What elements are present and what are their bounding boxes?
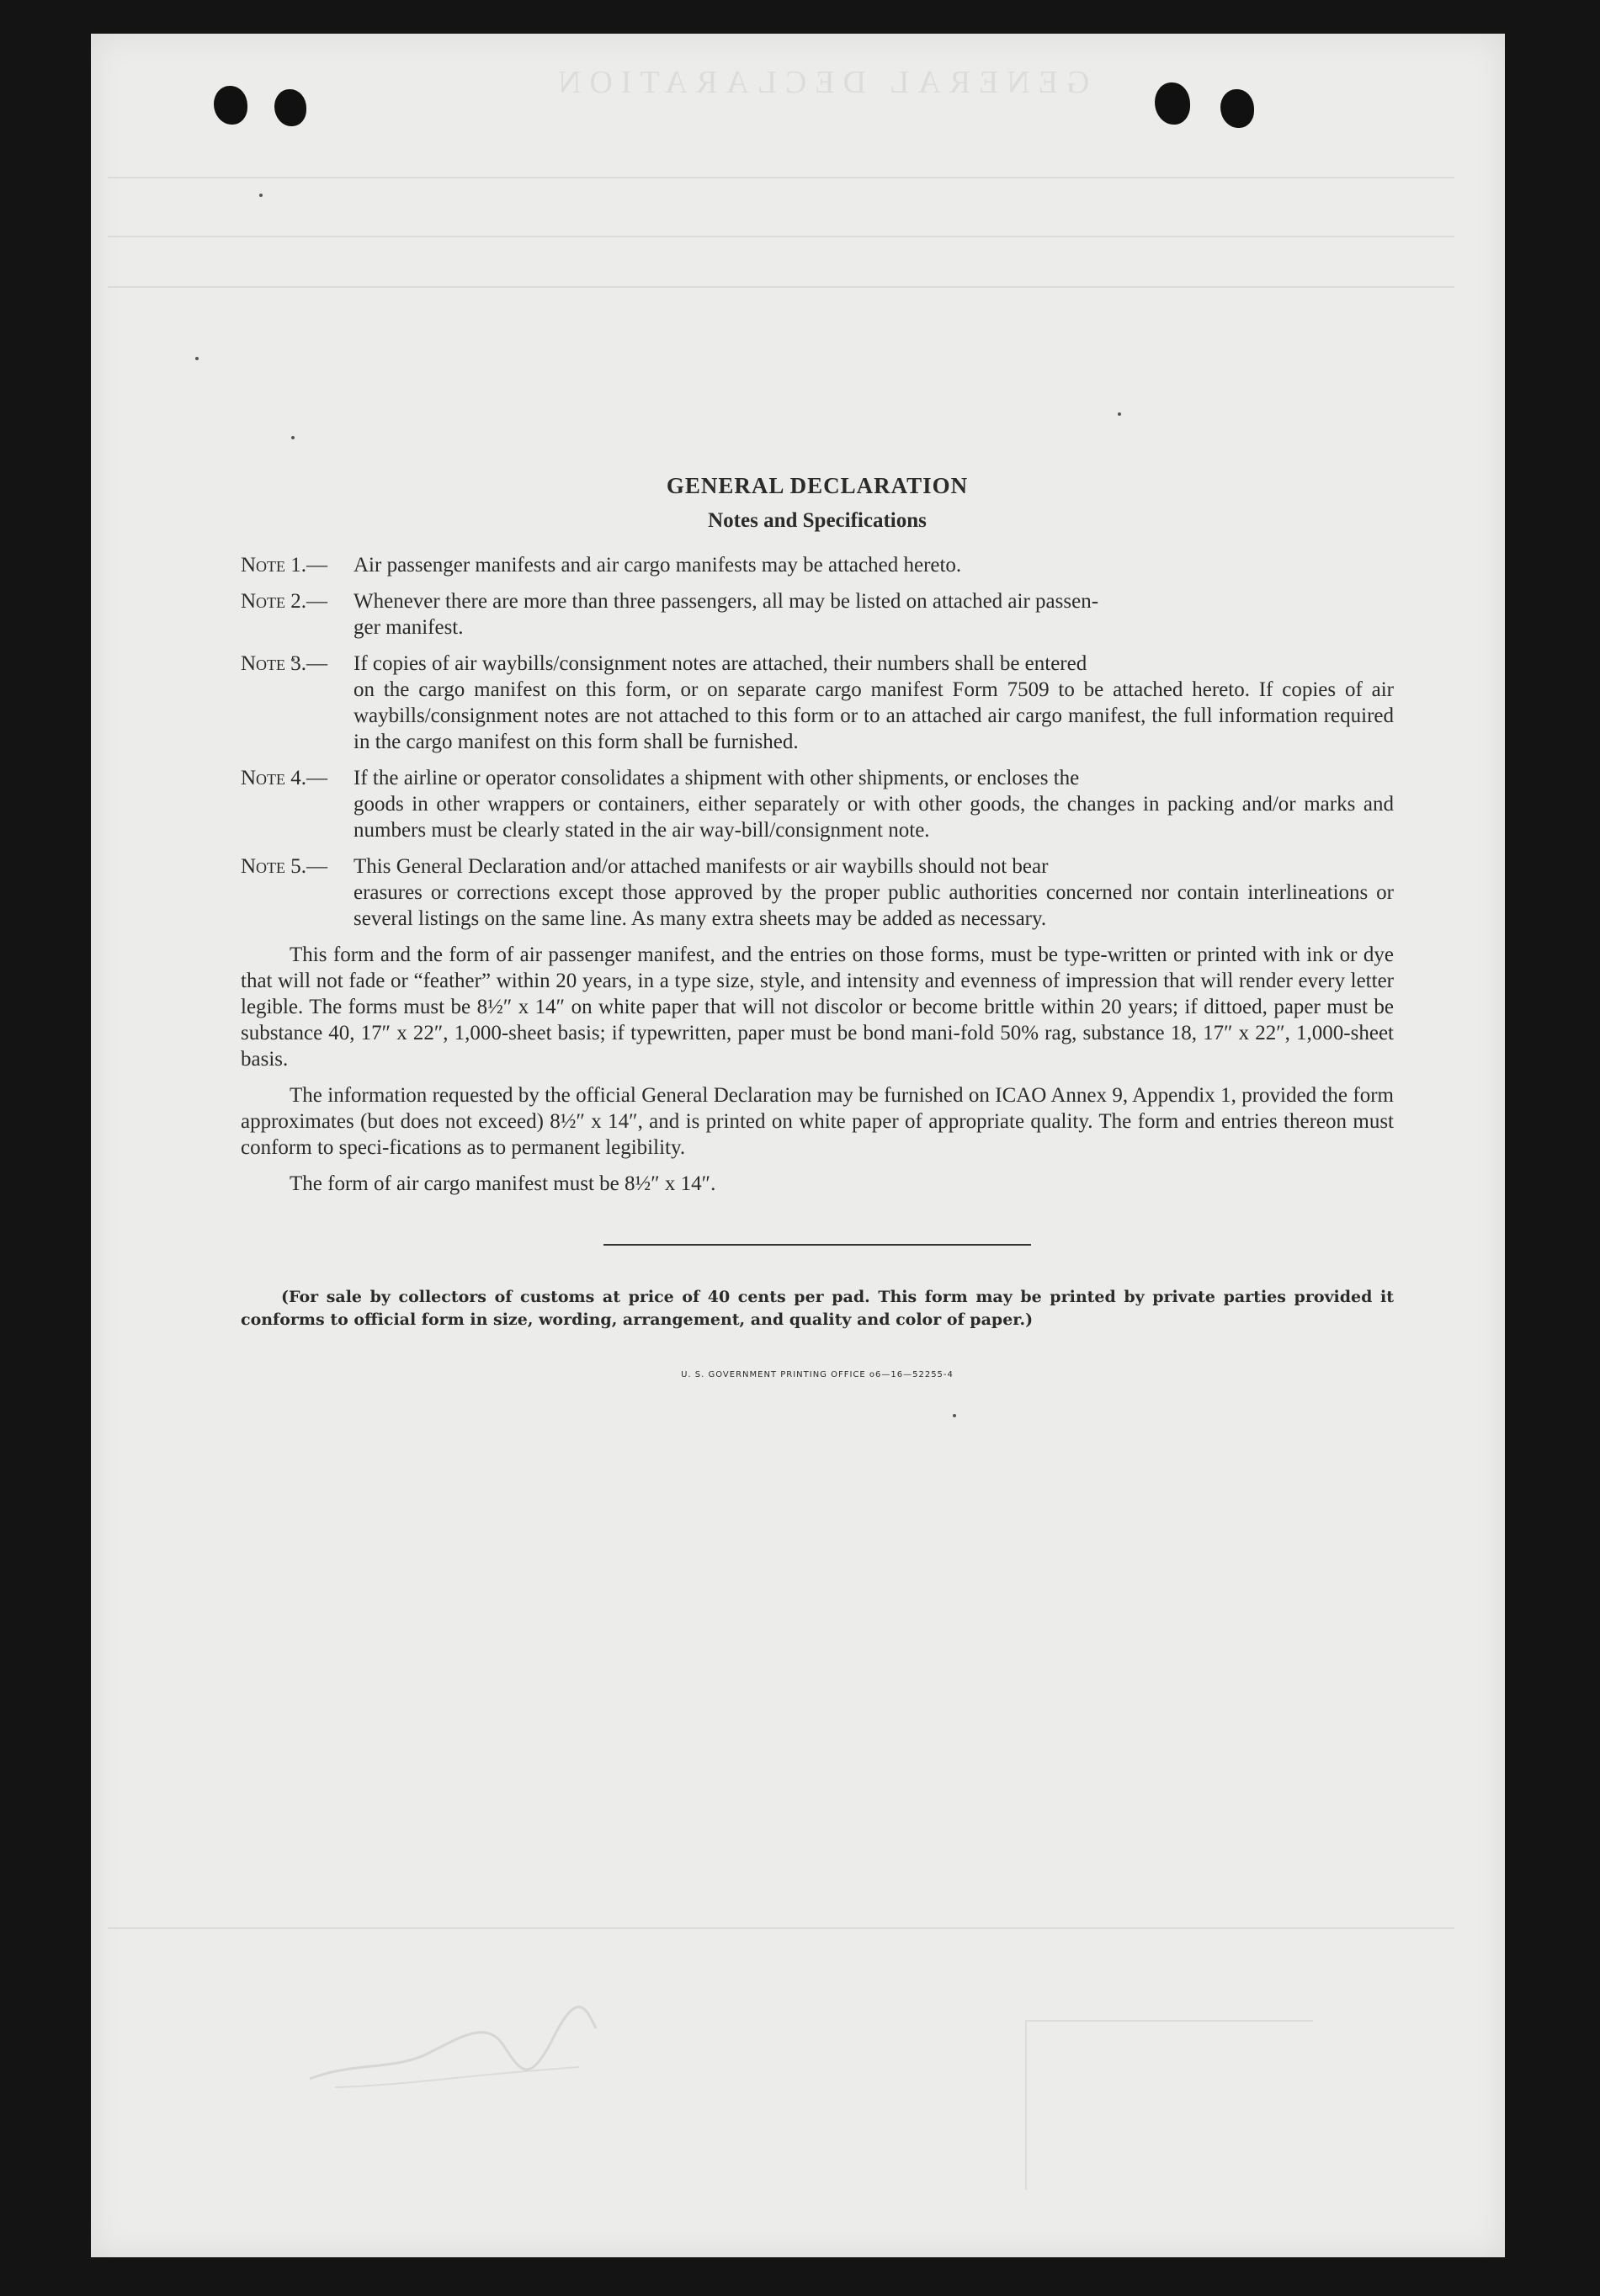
paper-speck xyxy=(1118,412,1121,416)
bleed-through-signature xyxy=(301,1986,604,2104)
paper-speck xyxy=(291,436,295,439)
paper-speck xyxy=(195,357,199,360)
divider-rule xyxy=(603,1244,1031,1246)
note-3 xyxy=(241,651,1394,755)
punch-hole xyxy=(1220,89,1254,128)
note-label: Note 3.— xyxy=(241,652,328,675)
note-label: Note 1.— xyxy=(241,554,328,577)
sale-notice: (For sale by collectors of customs at price of 40 cents per pad. This form may be printed by private parties provided it conforms to official form in size, wording, arrangement, and quality and color of paper.) xyxy=(241,1288,1394,1329)
paper-requirements-paragraph: This form and the form of air passenger manifest, and the entries on those forms, must be type-written or printed with ink or dye that will not fade or “feather” within 20 years, in a type size, style, and intensity and evenness of impression that will render every letter legible. The forms must be 8½″ x 14″ on white paper that will not discolor or become brittle within 20 years; if dittoed, paper must be substance 40, 17″ x 22″, 1,000-sheet basis; if typewritten, paper must be bond mani-fold 50% rag, substance 18, 17″ x 22″, 1,000-sheet basis. xyxy=(241,943,1394,1071)
punch-hole xyxy=(1155,82,1190,125)
note-label: Note 4.— xyxy=(241,767,328,789)
bleed-through-rule xyxy=(108,1927,1454,1929)
bleed-through-rule xyxy=(108,177,1454,178)
note-text: This General Declaration and/or attached manifests or air waybills should not bear erasures or corrections except those approved by the proper public authorities concerned nor contain interlineations or several listings on the same line. As many extra sheets may be added as necessary. xyxy=(353,855,1394,930)
note-label: Note 2.— xyxy=(241,590,328,613)
page-title: GENERAL DECLARATION xyxy=(666,473,969,498)
note-text: Air passenger manifests and air cargo manifests may be attached hereto. xyxy=(353,554,962,577)
punch-hole xyxy=(274,89,306,126)
note-4 xyxy=(241,765,1394,843)
bleed-through-rule xyxy=(108,286,1454,288)
page-subtitle: Notes and Specifications xyxy=(708,509,927,532)
note-5 xyxy=(241,853,1394,932)
note-text: If copies of air waybills/consignment notes are attached, their numbers shall be entered on the cargo manifest on this form, or on separate cargo manifest Form 7509 to be attached hereto. If copies of air waybills/consignment notes are not attached to this form or to an attached air cargo manifest, the full information required in the cargo manifest on this form shall be furnished. xyxy=(353,652,1394,753)
bleed-through-box xyxy=(1025,2020,1313,2190)
bleed-through-heading: GENERAL DECLARATION xyxy=(550,65,1090,100)
cargo-manifest-paragraph: The form of air cargo manifest must be 8½″ x 14″. xyxy=(290,1172,716,1195)
note-2 xyxy=(241,588,1394,640)
icao-paragraph: The information requested by the official General Declaration may be furnished on ICAO Annex 9, Appendix 1, provided the form approximates (but does not exceed) 8½″ x 14″, and is printed on white paper of appropriate quality. The form and entries thereon must conform to speci-fications as to permanent legibility. xyxy=(241,1084,1394,1159)
printer-imprint: U. S. GOVERNMENT PRINTING OFFICE o6—16—52255-4 xyxy=(681,1370,954,1379)
note-text: If the airline or operator consolidates a shipment with other shipments, or encloses the goods in other wrappers or containers, either separately or with other goods, the changes in packing and/or marks and numbers must be clearly stated in the air way-bill/consignment note. xyxy=(353,767,1394,842)
note-text: Whenever there are more than three passengers, all may be listed on attached air passen- ger manifest. xyxy=(353,590,1099,639)
paper-speck xyxy=(953,1414,956,1417)
bleed-through-rule xyxy=(108,236,1454,237)
paper-speck xyxy=(259,194,263,197)
declaration-notes xyxy=(241,473,1394,1388)
note-1 xyxy=(241,552,1394,578)
punch-hole xyxy=(214,86,247,125)
document-page xyxy=(91,34,1505,2257)
note-label: Note 5.— xyxy=(241,855,328,878)
